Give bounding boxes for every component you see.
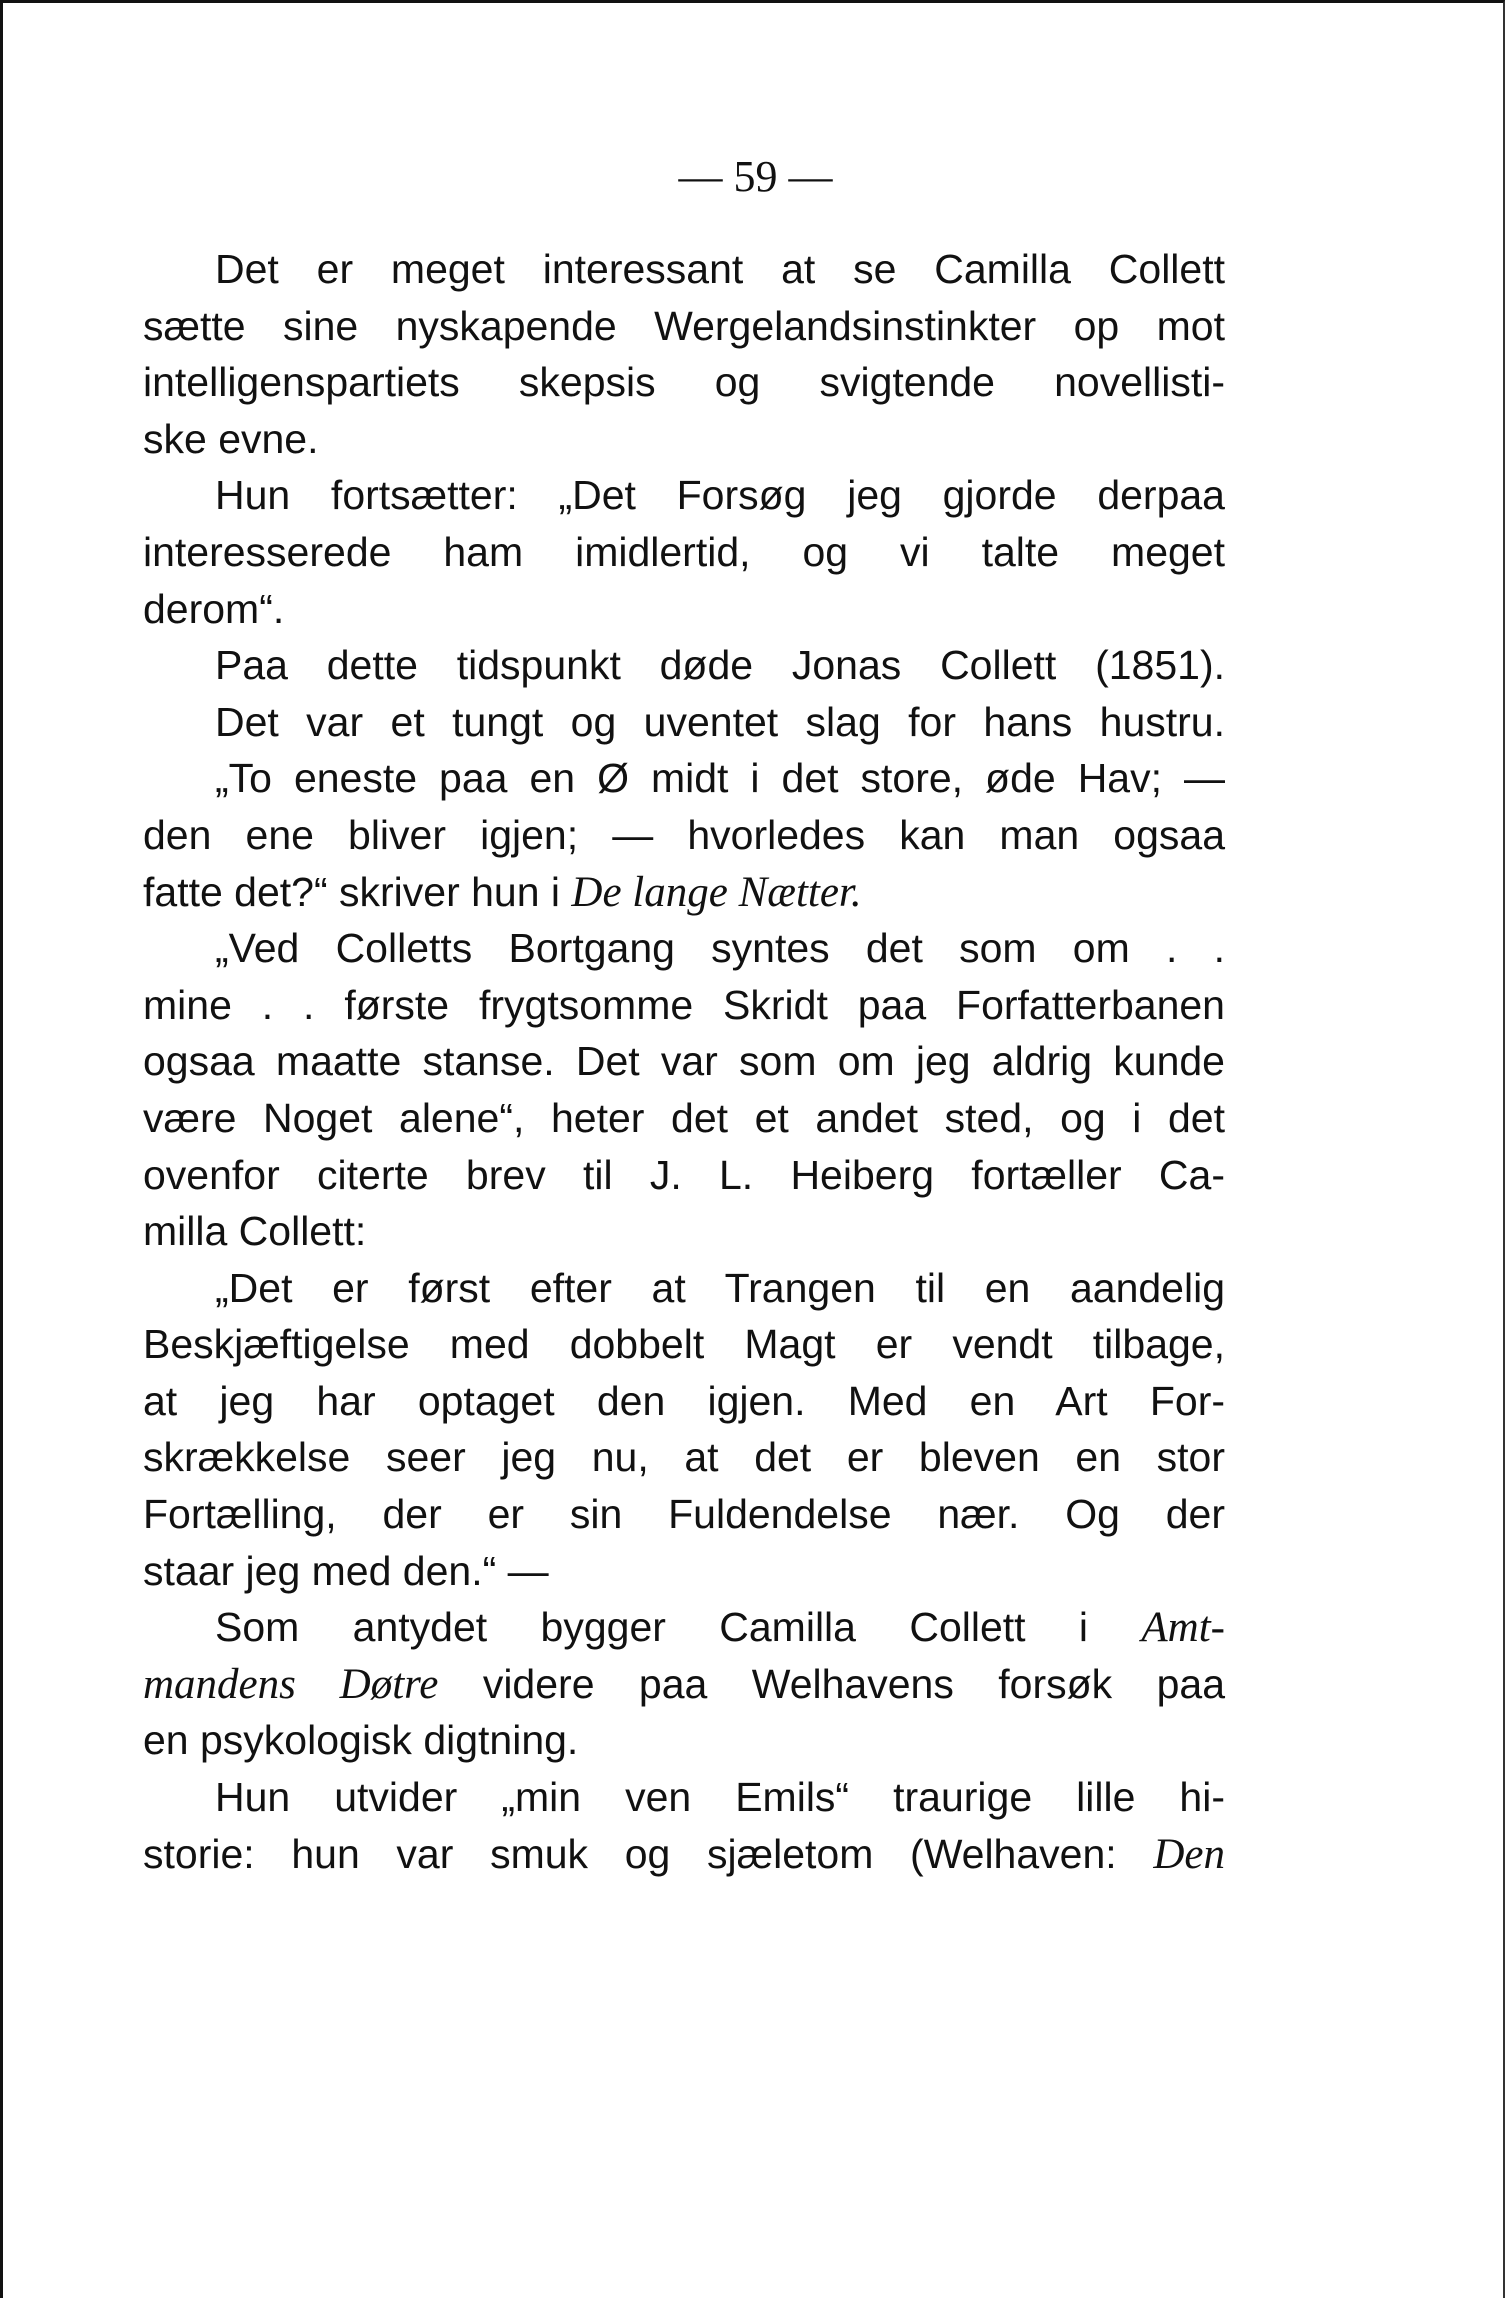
italic-title: Amt-	[1141, 1604, 1225, 1652]
text-line	[143, 524, 1225, 581]
line-text: Hun utvider „min ven Emils“ traurige lille hi-	[215, 1774, 1225, 1821]
line-text: ovenfor citerte brev til J. L. Heiberg fortæller Ca-	[143, 1151, 1225, 1198]
line-text: sætte sine nyskapende Wergelandsinstinkter op mot	[143, 302, 1225, 349]
text-line	[143, 581, 1225, 638]
text-line	[143, 298, 1225, 355]
line-text: storie: hun var smuk og sjæletom (Welhaven:	[143, 1830, 1154, 1877]
italic-title: De lange Nætter.	[571, 868, 862, 916]
text-line	[143, 241, 1225, 298]
line-text: Det var et tungt og uventet slag for hans hustru.	[215, 698, 1225, 745]
text-line	[143, 1769, 1225, 1826]
text-line	[143, 977, 1225, 1034]
line-text: skrækkelse seer jeg nu, at det er bleven en stor	[143, 1434, 1225, 1481]
italic-title: mandens Døtre	[143, 1660, 439, 1708]
line-text: ske evne.	[143, 415, 319, 462]
line-text: derom“.	[143, 585, 285, 632]
text-line	[143, 1543, 1225, 1600]
line-text: den ene bliver igjen; — hvorledes kan man ogsaa	[143, 811, 1225, 858]
text-line	[143, 864, 1225, 921]
line-text: Som antydet bygger Camilla Collett i	[215, 1604, 1142, 1651]
page-number: — 59 —	[678, 152, 833, 201]
line-text: at jeg har optaget den igjen. Med en Art For-	[143, 1377, 1225, 1424]
text-line	[143, 694, 1225, 751]
line-text: mine . . første frygtsomme Skridt paa Forfatterbanen	[143, 981, 1225, 1028]
text-line	[143, 1429, 1225, 1486]
text-line	[143, 1203, 1225, 1260]
text-line	[143, 1486, 1225, 1543]
line-text: fatte det?“ skriver hun i	[143, 868, 572, 915]
text-line	[143, 807, 1225, 864]
text-line	[143, 637, 1225, 694]
text-line	[143, 1260, 1225, 1317]
text-line	[143, 750, 1225, 807]
line-text: Paa dette tidspunkt døde Jonas Collett (1851).	[215, 642, 1225, 689]
text-line	[143, 1826, 1225, 1883]
text-line	[143, 1599, 1225, 1656]
line-text: Fortælling, der er sin Fuldendelse nær. Og der	[143, 1491, 1225, 1538]
line-text: være Noget alene“, heter det et andet sted, og i det	[143, 1094, 1225, 1141]
text-line	[143, 354, 1225, 411]
text-line	[143, 1090, 1225, 1147]
line-text: staar jeg med den.“ —	[143, 1547, 549, 1594]
body-text	[143, 241, 1225, 1882]
line-text: intelligenspartiets skepsis og svigtende novellisti-	[143, 359, 1225, 406]
text-line	[143, 467, 1225, 524]
line-text: Hun fortsætter: „Det Forsøg jeg gjorde derpaa	[215, 472, 1225, 519]
line-text: Det er meget interessant at se Camilla Collett	[215, 246, 1225, 292]
text-line	[143, 411, 1225, 468]
line-text: ogsaa maatte stanse. Det var som om jeg aldrig kunde	[143, 1038, 1225, 1085]
text-line	[143, 920, 1225, 977]
line-text: „To eneste paa en Ø midt i det store, øde Hav; —	[215, 755, 1225, 802]
line-text: „Ved Colletts Bortgang syntes det som om . .	[215, 925, 1225, 972]
line-text: milla Collett:	[143, 1208, 367, 1255]
text-line	[143, 1033, 1225, 1090]
line-text: videre paa Welhavens forsøk paa	[438, 1660, 1225, 1707]
text-line	[143, 1147, 1225, 1204]
line-text: en psykologisk digtning.	[143, 1717, 579, 1764]
text-line	[143, 1373, 1225, 1430]
italic-title: Den	[1153, 1830, 1225, 1878]
line-text: „Det er først efter at Trangen til en aandelig	[215, 1264, 1225, 1311]
text-line	[143, 1656, 1225, 1713]
text-line	[143, 1712, 1225, 1769]
line-text: Beskjæftigelse med dobbelt Magt er vendt tilbage,	[143, 1321, 1225, 1368]
line-text: interesserede ham imidlertid, og vi talte meget	[143, 528, 1225, 575]
text-line	[143, 1316, 1225, 1373]
